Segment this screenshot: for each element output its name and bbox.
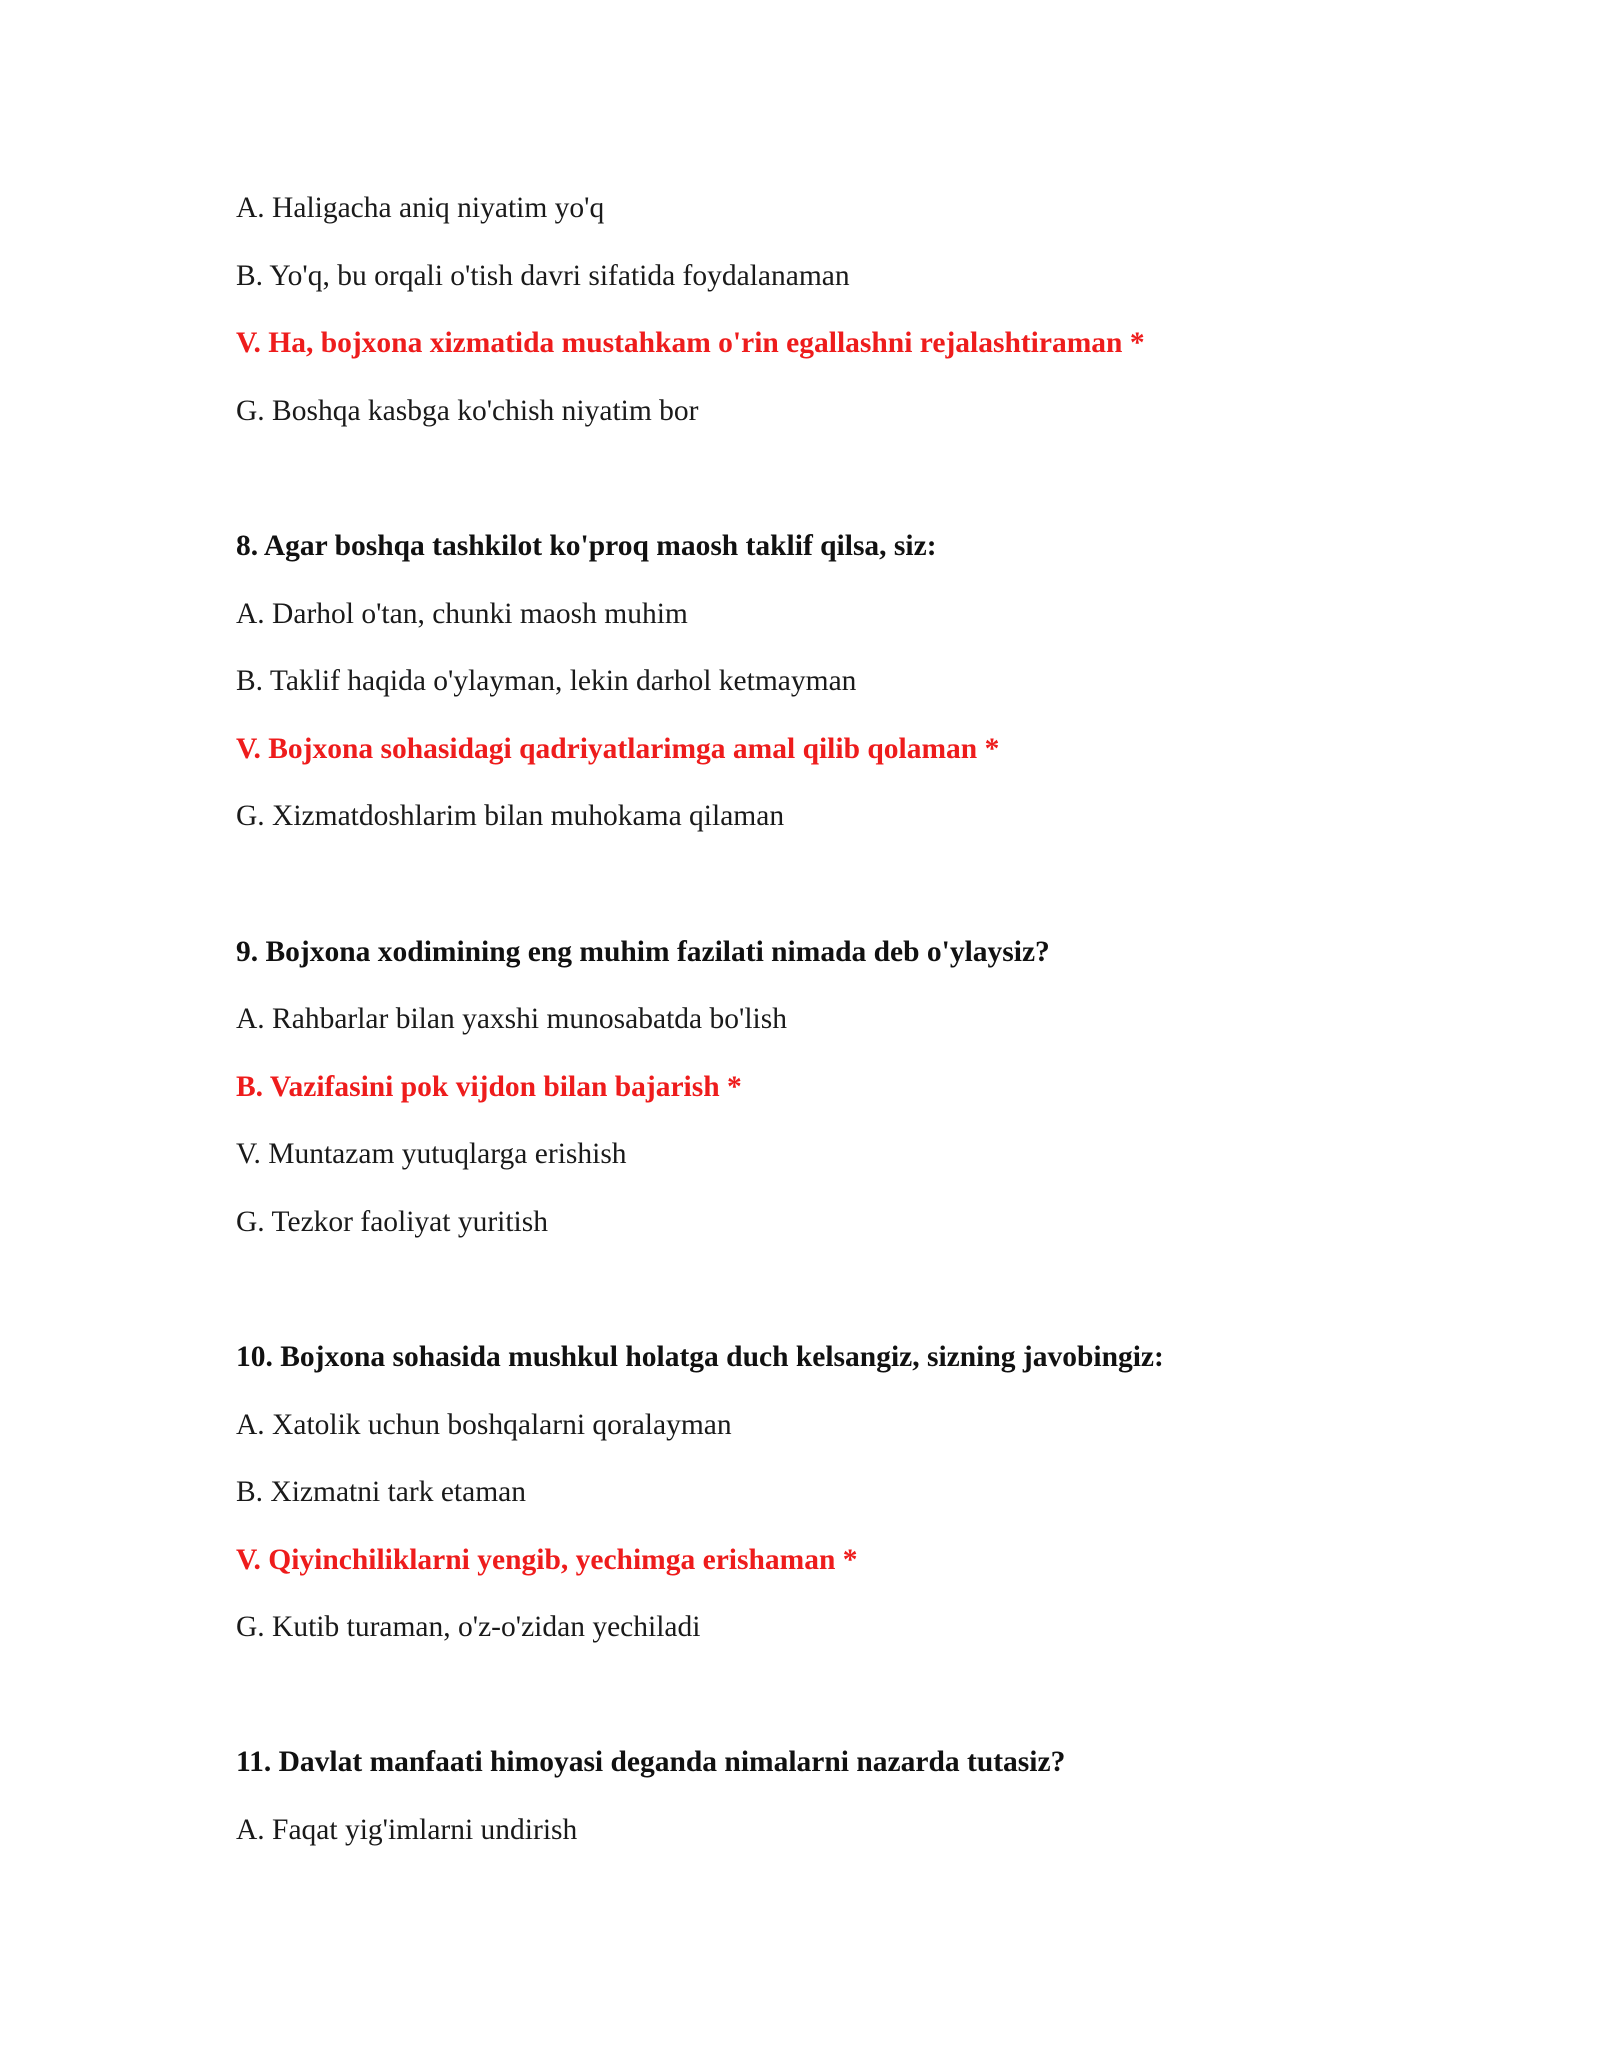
question-8: 8. Agar boshqa tashkilot ko'proq maosh taklif qilsa, siz: bbox=[236, 530, 937, 562]
option-9a: A. Rahbarlar bilan yaxshi munosabatda bo'lish bbox=[236, 1003, 787, 1035]
option-9v: V. Muntazam yutuqlarga erishish bbox=[236, 1138, 627, 1170]
question-11: 11. Davlat manfaati himoyasi deganda nimalarni nazarda tutasiz? bbox=[236, 1746, 1066, 1778]
option-7a: A. Haligacha aniq niyatim yo'q bbox=[236, 192, 605, 224]
option-10a: A. Xatolik uchun boshqalarni qoralayman bbox=[236, 1409, 732, 1441]
question-9: 9. Bojxona xodimining eng muhim fazilati nimada deb o'ylaysiz? bbox=[236, 936, 1050, 968]
option-8g: G. Xizmatdoshlarim bilan muhokama qilaman bbox=[236, 800, 785, 832]
option-9b-correct: B. Vazifasini pok vijdon bilan bajarish * bbox=[236, 1071, 742, 1103]
option-11a: A. Faqat yig'imlarni undirish bbox=[236, 1814, 578, 1846]
option-8b: B. Taklif haqida o'ylayman, lekin darhol ketmayman bbox=[236, 665, 857, 697]
option-7b: B. Yo'q, bu orqali o'tish davri sifatida foydalanaman bbox=[236, 260, 850, 292]
option-8v-correct: V. Bojxona sohasidagi qadriyatlarimga amal qilib qolaman * bbox=[236, 733, 1000, 765]
option-9g: G. Tezkor faoliyat yuritish bbox=[236, 1206, 548, 1238]
option-10b: B. Xizmatni tark etaman bbox=[236, 1476, 526, 1508]
question-10: 10. Bojxona sohasida mushkul holatga duch kelsangiz, sizning javobingiz: bbox=[236, 1341, 1164, 1373]
option-10v-correct: V. Qiyinchiliklarni yengib, yechimga erishaman * bbox=[236, 1544, 858, 1576]
option-7v-correct: V. Ha, bojxona xizmatida mustahkam o'rin egallashni rejalashtiraman * bbox=[236, 327, 1145, 359]
option-7g: G. Boshqa kasbga ko'chish niyatim bor bbox=[236, 395, 699, 427]
option-10g: G. Kutib turaman, o'z-o'zidan yechiladi bbox=[236, 1611, 701, 1643]
option-8a: A. Darhol o'tan, chunki maosh muhim bbox=[236, 598, 688, 630]
